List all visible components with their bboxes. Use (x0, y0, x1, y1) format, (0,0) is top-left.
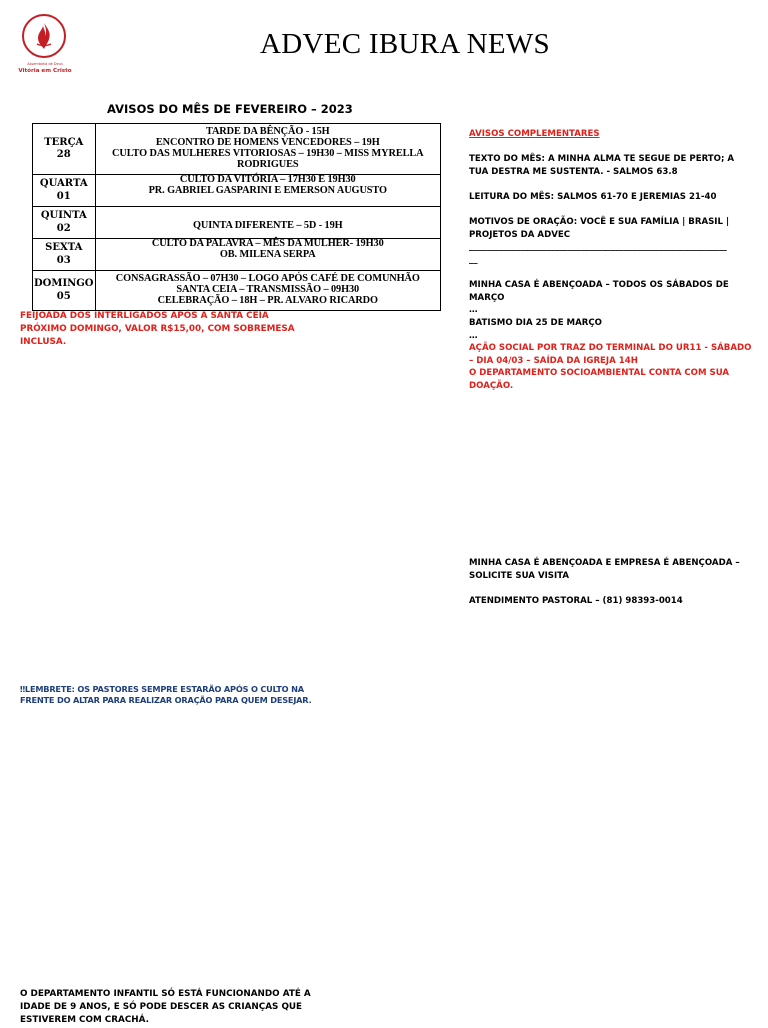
day-cell (33, 271, 96, 311)
day-cell (33, 207, 96, 239)
events-cell (95, 207, 440, 239)
day-cell (33, 175, 96, 207)
page-subtitle: AVISOS DO MÊS DE FEVEREIRO – 2023 (107, 102, 353, 116)
day-date: 02 (56, 222, 71, 234)
event-line: CELEBRAÇÃO – 18H – PR. ALVARO RICARDO (157, 294, 378, 306)
events-cell (95, 271, 440, 311)
day-name: DOMINGO (34, 278, 94, 289)
avisos-contato (469, 557, 754, 607)
table-row (33, 239, 441, 271)
atendimento-pastoral: ATENDIMENTO PASTORAL – (81) 98393-0014 (469, 595, 683, 606)
divider-rule: ____________________________________________________________ (469, 242, 727, 253)
table-row (33, 271, 441, 311)
events-cell (95, 124, 440, 175)
events-cell (95, 239, 440, 271)
divider-rule-end: __ (469, 254, 478, 265)
infantil-notice: O DEPARTAMENTO INFANTIL SÓ ESTÁ FUNCIONANDO ATÉ A IDADE DE 9 ANOS, E SÓ PODE DESCER AS CRIANÇAS QUE ESTIVEREM COM CRACHÁ. (20, 989, 311, 1026)
avisos-complementares (469, 128, 754, 392)
ellipsis: … (469, 305, 478, 316)
lembrete-notice: ‼LEMBRETE: OS PASTORES SEMPRE ESTARÃO APÓS O CULTO NA FRENTE DO ALTAR PARA REALIZAR ORAÇÃO PARA QUEM DESEJAR. (20, 684, 312, 706)
day-name: TERÇA (44, 136, 84, 148)
day-name: QUARTA (39, 178, 88, 189)
day-cell (33, 239, 96, 271)
socioambiental: O DEPARTAMENTO SOCIOAMBIENTAL CONTA COM SUA DOAÇÃO. (469, 368, 730, 391)
day-date: 28 (56, 149, 71, 160)
church-logo (18, 12, 72, 78)
acao-social: AÇÃO SOCIAL POR TRAZ DO TERMINAL DO UR11 - SÁBADO – DIA 04/03 – SAÍDA DA IGREJA 14H (469, 343, 752, 366)
logo-small-text: Assembleia de Deus (27, 62, 63, 66)
day-cell (33, 124, 96, 175)
flame-icon (34, 22, 54, 50)
event-line: OB. MILENA SERPA (219, 248, 316, 260)
table-row (33, 207, 441, 239)
event-line: CULTO DA PALAVRA – MÊS DA MULHER- 19H30 (151, 238, 384, 249)
logo-name-text: Vitória em Cristo (18, 68, 72, 74)
avisos-header: AVISOS COMPLEMENTARES (469, 129, 600, 139)
schedule-table (32, 123, 441, 311)
event-line: ENCONTRO DE HOMENS VENCEDORES – 19H (155, 137, 380, 149)
events-cell (95, 175, 440, 207)
event-line: QUINTA DIFERENTE – 5D - 19H (192, 220, 343, 232)
page-title: ADVEC IBURA NEWS (260, 28, 550, 60)
day-name: QUINTA (40, 210, 87, 221)
day-date: 01 (56, 190, 71, 202)
feijoada-line: FEIJOADA DOS INTERLIGADOS APÓS A SANTA CEIA (20, 311, 269, 321)
day-date: 03 (56, 254, 71, 266)
table-row (33, 124, 441, 175)
leitura-do-mes: LEITURA DO MÊS: SALMOS 61-70 E JEREMIAS 21-40 (469, 191, 717, 202)
empresa-abencoada: MINHA CASA É ABENÇOADA E EMPRESA É ABENÇOADA – SOLICITE SUA VISITA (469, 558, 740, 581)
day-name: SEXTA (45, 242, 83, 253)
event-line: CULTO DAS MULHERES VITORIOSAS – 19H30 – MISS MYRELLA RODRIGUES (112, 148, 424, 170)
ellipsis: … (469, 330, 478, 341)
minha-casa-abencoada: MINHA CASA É ABENÇOADA – TODOS OS SÁBADOS DE MARÇO (469, 280, 729, 303)
event-line: CONSAGRASSÃO – 07H30 – LOGO APÓS CAFÉ DE COMUNHÃO (115, 273, 420, 285)
feijoada-line: PRÓXIMO DOMINGO, VALOR R$15,00, COM SOBREMESA INCLUSA. (20, 323, 295, 347)
event-line: PR. GABRIEL GASPARINI E EMERSON AUGUSTO (148, 184, 387, 196)
table-row (33, 175, 441, 207)
feijoada-notice (20, 310, 320, 348)
event-line: SANTA CEIA – TRANSMISSÃO – 09H30 (176, 284, 360, 296)
event-line: TARDE DA BÊNÇÃO - 15H (205, 126, 330, 138)
texto-do-mes: TEXTO DO MÊS: A MINHA ALMA TE SEGUE DE PERTO; A TUA DESTRA ME SUSTENTA. - SALMOS 63.8 (469, 154, 735, 177)
batismo: BATISMO DIA 25 DE MARÇO (469, 317, 602, 328)
motivos-oracao: MOTIVOS DE ORAÇÃO: VOCÊ E SUA FAMÍLIA | BRASIL | PROJETOS DA ADVEC (469, 217, 730, 240)
event-line: CULTO DA VITÓRIA – 17H30 E 19H30 (179, 174, 356, 185)
day-date: 05 (56, 290, 71, 302)
